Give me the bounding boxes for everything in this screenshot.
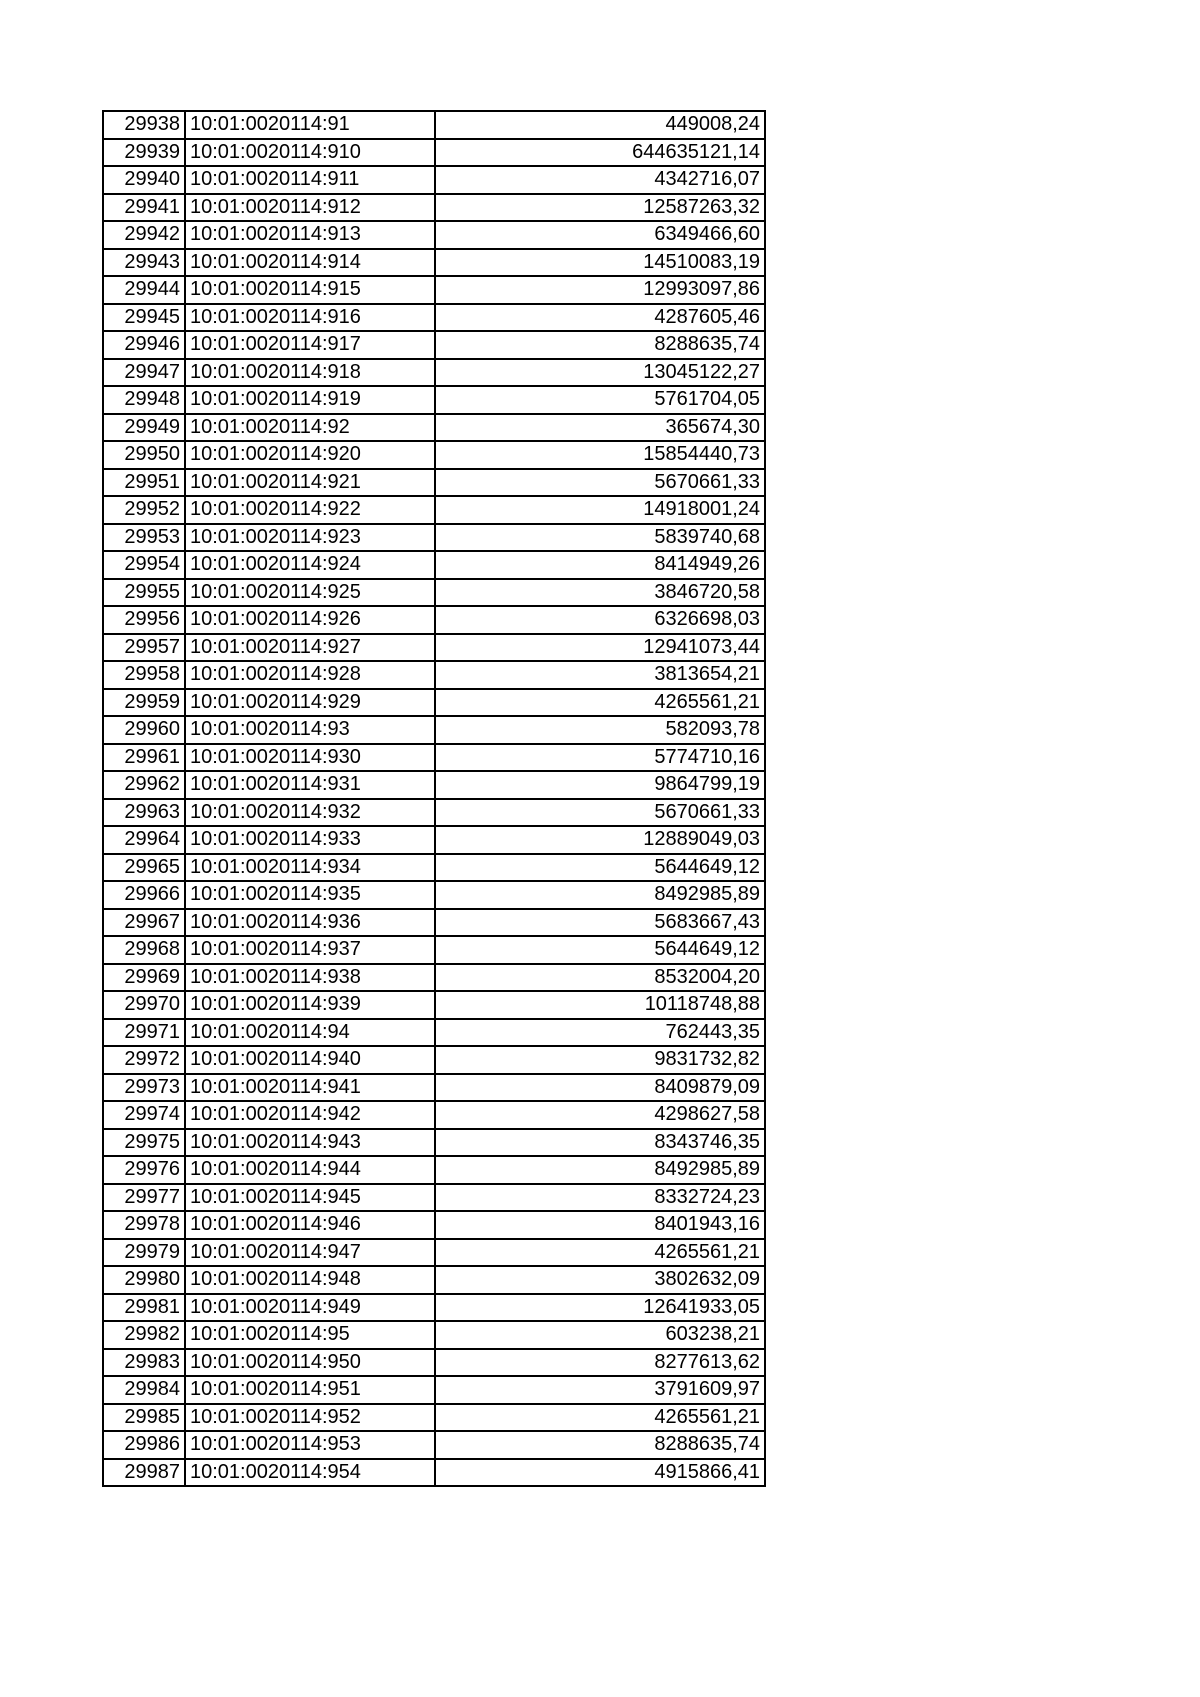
table-row (103, 166, 765, 194)
table-row (103, 881, 765, 909)
row-number-cell: 29947 (103, 359, 185, 387)
table-row (103, 991, 765, 1019)
row-number-cell: 29980 (103, 1266, 185, 1294)
row-number-cell: 29944 (103, 276, 185, 304)
row-number-cell: 29938 (103, 111, 185, 139)
value-cell: 644635121,14 (435, 139, 765, 167)
table-row (103, 221, 765, 249)
cadastral-number-cell: 10:01:0020114:921 (185, 469, 435, 497)
cadastral-number-cell: 10:01:0020114:919 (185, 386, 435, 414)
value-cell: 5774710,16 (435, 744, 765, 772)
row-number-cell: 29986 (103, 1431, 185, 1459)
table-row (103, 1349, 765, 1377)
value-cell: 603238,21 (435, 1321, 765, 1349)
value-cell: 9831732,82 (435, 1046, 765, 1074)
value-cell: 12587263,32 (435, 194, 765, 222)
cadastral-number-cell: 10:01:0020114:911 (185, 166, 435, 194)
value-cell: 3813654,21 (435, 661, 765, 689)
cadastral-number-cell: 10:01:0020114:940 (185, 1046, 435, 1074)
value-cell: 12641933,05 (435, 1294, 765, 1322)
table-row (103, 771, 765, 799)
cadastral-number-cell: 10:01:0020114:935 (185, 881, 435, 909)
value-cell: 8409879,09 (435, 1074, 765, 1102)
cadastral-number-cell: 10:01:0020114:936 (185, 909, 435, 937)
table-row (103, 579, 765, 607)
row-number-cell: 29948 (103, 386, 185, 414)
value-cell: 8492985,89 (435, 1156, 765, 1184)
row-number-cell: 29942 (103, 221, 185, 249)
cadastral-number-cell: 10:01:0020114:927 (185, 634, 435, 662)
table-row (103, 744, 765, 772)
row-number-cell: 29971 (103, 1019, 185, 1047)
table-row (103, 469, 765, 497)
value-cell: 8277613,62 (435, 1349, 765, 1377)
value-cell: 8332724,23 (435, 1184, 765, 1212)
table-row (103, 964, 765, 992)
cadastral-number-cell: 10:01:0020114:932 (185, 799, 435, 827)
value-cell: 8401943,16 (435, 1211, 765, 1239)
cadastral-number-cell: 10:01:0020114:923 (185, 524, 435, 552)
cadastral-number-cell: 10:01:0020114:933 (185, 826, 435, 854)
row-number-cell: 29983 (103, 1349, 185, 1377)
value-cell: 8492985,89 (435, 881, 765, 909)
cadastral-number-cell: 10:01:0020114:917 (185, 331, 435, 359)
row-number-cell: 29950 (103, 441, 185, 469)
value-cell: 12889049,03 (435, 826, 765, 854)
row-number-cell: 29954 (103, 551, 185, 579)
cadastral-number-cell: 10:01:0020114:937 (185, 936, 435, 964)
row-number-cell: 29975 (103, 1129, 185, 1157)
row-number-cell: 29946 (103, 331, 185, 359)
table-row (103, 661, 765, 689)
row-number-cell: 29974 (103, 1101, 185, 1129)
table-row (103, 716, 765, 744)
table-row (103, 1019, 765, 1047)
value-cell: 5839740,68 (435, 524, 765, 552)
cadastral-number-cell: 10:01:0020114:918 (185, 359, 435, 387)
table-row (103, 634, 765, 662)
row-number-cell: 29939 (103, 139, 185, 167)
cadastral-number-cell: 10:01:0020114:924 (185, 551, 435, 579)
cadastral-number-cell: 10:01:0020114:916 (185, 304, 435, 332)
cadastral-number-cell: 10:01:0020114:934 (185, 854, 435, 882)
table-row (103, 1431, 765, 1459)
row-number-cell: 29976 (103, 1156, 185, 1184)
table-row (103, 441, 765, 469)
table-row (103, 111, 765, 139)
cadastral-number-cell: 10:01:0020114:92 (185, 414, 435, 442)
table-row (103, 331, 765, 359)
row-number-cell: 29943 (103, 249, 185, 277)
table-body (103, 111, 765, 1486)
cadastral-number-cell: 10:01:0020114:931 (185, 771, 435, 799)
table-row (103, 1046, 765, 1074)
row-number-cell: 29951 (103, 469, 185, 497)
cadastral-number-cell: 10:01:0020114:944 (185, 1156, 435, 1184)
table-row (103, 826, 765, 854)
value-cell: 4298627,58 (435, 1101, 765, 1129)
cadastral-number-cell: 10:01:0020114:939 (185, 991, 435, 1019)
row-number-cell: 29963 (103, 799, 185, 827)
table-row (103, 304, 765, 332)
table-row (103, 1239, 765, 1267)
cadastral-number-cell: 10:01:0020114:94 (185, 1019, 435, 1047)
row-number-cell: 29987 (103, 1459, 185, 1487)
cadastral-number-cell: 10:01:0020114:95 (185, 1321, 435, 1349)
value-cell: 365674,30 (435, 414, 765, 442)
cadastral-number-cell: 10:01:0020114:938 (185, 964, 435, 992)
cadastral-number-cell: 10:01:0020114:948 (185, 1266, 435, 1294)
row-number-cell: 29978 (103, 1211, 185, 1239)
row-number-cell: 29959 (103, 689, 185, 717)
cadastral-number-cell: 10:01:0020114:91 (185, 111, 435, 139)
table-row (103, 1184, 765, 1212)
value-cell: 14918001,24 (435, 496, 765, 524)
table-row (103, 1376, 765, 1404)
row-number-cell: 29960 (103, 716, 185, 744)
table-row (103, 551, 765, 579)
row-number-cell: 29955 (103, 579, 185, 607)
value-cell: 8343746,35 (435, 1129, 765, 1157)
cadastral-number-cell: 10:01:0020114:930 (185, 744, 435, 772)
value-cell: 449008,24 (435, 111, 765, 139)
row-number-cell: 29945 (103, 304, 185, 332)
value-cell: 8414949,26 (435, 551, 765, 579)
row-number-cell: 29962 (103, 771, 185, 799)
value-cell: 8288635,74 (435, 331, 765, 359)
cadastral-number-cell: 10:01:0020114:949 (185, 1294, 435, 1322)
cadastral-number-cell: 10:01:0020114:950 (185, 1349, 435, 1377)
table-row (103, 1074, 765, 1102)
value-cell: 8532004,20 (435, 964, 765, 992)
row-number-cell: 29979 (103, 1239, 185, 1267)
value-cell: 6349466,60 (435, 221, 765, 249)
cadastral-number-cell: 10:01:0020114:943 (185, 1129, 435, 1157)
row-number-cell: 29969 (103, 964, 185, 992)
row-number-cell: 29966 (103, 881, 185, 909)
cadastral-number-cell: 10:01:0020114:912 (185, 194, 435, 222)
table-row (103, 276, 765, 304)
value-cell: 15854440,73 (435, 441, 765, 469)
value-cell: 5670661,33 (435, 799, 765, 827)
row-number-cell: 29964 (103, 826, 185, 854)
row-number-cell: 29949 (103, 414, 185, 442)
row-number-cell: 29953 (103, 524, 185, 552)
table-row (103, 1156, 765, 1184)
value-cell: 10118748,88 (435, 991, 765, 1019)
value-cell: 5683667,43 (435, 909, 765, 937)
cadastral-number-cell: 10:01:0020114:947 (185, 1239, 435, 1267)
value-cell: 5761704,05 (435, 386, 765, 414)
value-cell: 3791609,97 (435, 1376, 765, 1404)
row-number-cell: 29977 (103, 1184, 185, 1212)
table-row (103, 1294, 765, 1322)
cadastral-number-cell: 10:01:0020114:914 (185, 249, 435, 277)
value-cell: 5670661,33 (435, 469, 765, 497)
value-cell: 5644649,12 (435, 854, 765, 882)
row-number-cell: 29982 (103, 1321, 185, 1349)
cadastral-value-table (102, 110, 766, 1487)
table-row (103, 799, 765, 827)
table-row (103, 1404, 765, 1432)
value-cell: 12993097,86 (435, 276, 765, 304)
table-row (103, 1129, 765, 1157)
row-number-cell: 29972 (103, 1046, 185, 1074)
cadastral-number-cell: 10:01:0020114:952 (185, 1404, 435, 1432)
cadastral-number-cell: 10:01:0020114:951 (185, 1376, 435, 1404)
value-cell: 4287605,46 (435, 304, 765, 332)
table-row (103, 909, 765, 937)
table-row (103, 689, 765, 717)
row-number-cell: 29957 (103, 634, 185, 662)
table-row (103, 386, 765, 414)
row-number-cell: 29956 (103, 606, 185, 634)
row-number-cell: 29967 (103, 909, 185, 937)
cadastral-number-cell: 10:01:0020114:945 (185, 1184, 435, 1212)
table-row (103, 524, 765, 552)
cadastral-number-cell: 10:01:0020114:93 (185, 716, 435, 744)
table-row (103, 194, 765, 222)
cadastral-number-cell: 10:01:0020114:920 (185, 441, 435, 469)
table-row (103, 359, 765, 387)
cadastral-number-cell: 10:01:0020114:910 (185, 139, 435, 167)
row-number-cell: 29940 (103, 166, 185, 194)
value-cell: 3802632,09 (435, 1266, 765, 1294)
table-row (103, 606, 765, 634)
table-row (103, 496, 765, 524)
table-row (103, 414, 765, 442)
value-cell: 12941073,44 (435, 634, 765, 662)
cadastral-number-cell: 10:01:0020114:953 (185, 1431, 435, 1459)
value-cell: 9864799,19 (435, 771, 765, 799)
cadastral-number-cell: 10:01:0020114:946 (185, 1211, 435, 1239)
cadastral-number-cell: 10:01:0020114:922 (185, 496, 435, 524)
table-row (103, 1459, 765, 1487)
value-cell: 4265561,21 (435, 1239, 765, 1267)
table-row (103, 1101, 765, 1129)
row-number-cell: 29961 (103, 744, 185, 772)
value-cell: 4265561,21 (435, 689, 765, 717)
row-number-cell: 29968 (103, 936, 185, 964)
table-row (103, 1266, 765, 1294)
cadastral-number-cell: 10:01:0020114:941 (185, 1074, 435, 1102)
table-row (103, 1211, 765, 1239)
value-cell: 582093,78 (435, 716, 765, 744)
value-cell: 4265561,21 (435, 1404, 765, 1432)
table-row (103, 936, 765, 964)
table-row (103, 854, 765, 882)
row-number-cell: 29941 (103, 194, 185, 222)
cadastral-number-cell: 10:01:0020114:954 (185, 1459, 435, 1487)
row-number-cell: 29952 (103, 496, 185, 524)
cadastral-number-cell: 10:01:0020114:929 (185, 689, 435, 717)
value-cell: 762443,35 (435, 1019, 765, 1047)
cadastral-number-cell: 10:01:0020114:942 (185, 1101, 435, 1129)
cadastral-number-cell: 10:01:0020114:926 (185, 606, 435, 634)
row-number-cell: 29973 (103, 1074, 185, 1102)
row-number-cell: 29965 (103, 854, 185, 882)
cadastral-number-cell: 10:01:0020114:925 (185, 579, 435, 607)
table-row (103, 139, 765, 167)
value-cell: 8288635,74 (435, 1431, 765, 1459)
row-number-cell: 29984 (103, 1376, 185, 1404)
row-number-cell: 29958 (103, 661, 185, 689)
value-cell: 3846720,58 (435, 579, 765, 607)
value-cell: 13045122,27 (435, 359, 765, 387)
value-cell: 4915866,41 (435, 1459, 765, 1487)
cadastral-number-cell: 10:01:0020114:913 (185, 221, 435, 249)
value-cell: 14510083,19 (435, 249, 765, 277)
table-row (103, 249, 765, 277)
row-number-cell: 29970 (103, 991, 185, 1019)
value-cell: 6326698,03 (435, 606, 765, 634)
row-number-cell: 29981 (103, 1294, 185, 1322)
cadastral-number-cell: 10:01:0020114:928 (185, 661, 435, 689)
value-cell: 4342716,07 (435, 166, 765, 194)
row-number-cell: 29985 (103, 1404, 185, 1432)
cadastral-number-cell: 10:01:0020114:915 (185, 276, 435, 304)
value-cell: 5644649,12 (435, 936, 765, 964)
table-row (103, 1321, 765, 1349)
